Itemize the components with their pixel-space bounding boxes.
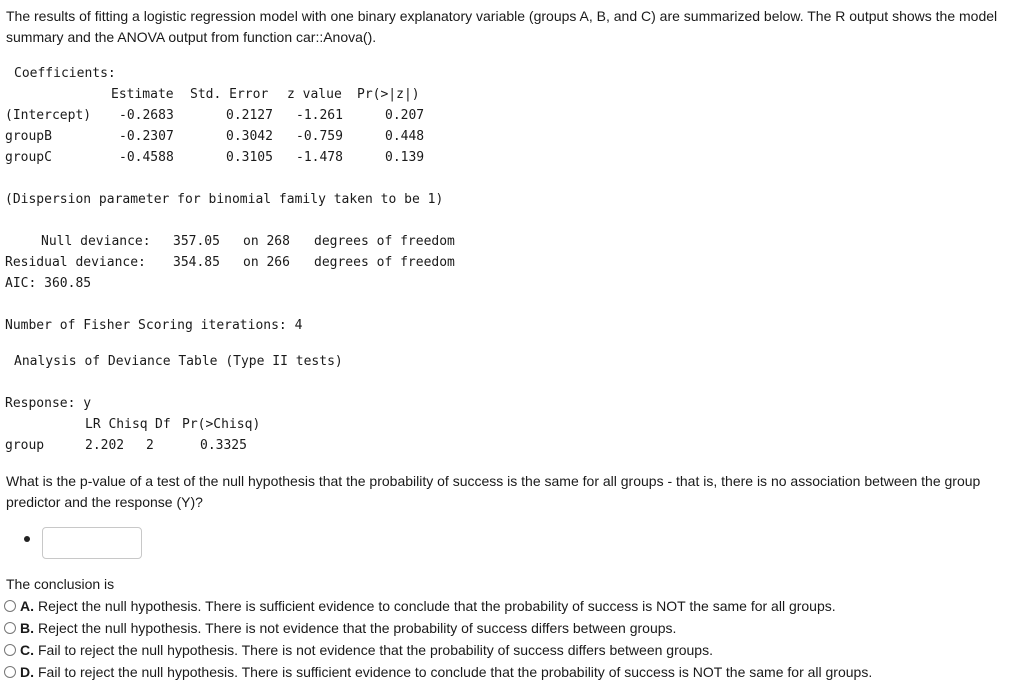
option-d[interactable]	[4, 662, 872, 682]
anova-term: group	[5, 438, 45, 453]
null-deviance-value: 357.05	[173, 234, 220, 249]
option-text: Reject the null hypothesis. There is not evidence that the probability of success differs between groups.	[38, 620, 677, 636]
coef-se: 0.3105	[226, 150, 273, 165]
option-b[interactable]	[4, 618, 676, 638]
coef-p: 0.207	[385, 108, 425, 123]
coef-header-z: z value	[287, 87, 342, 102]
coef-estimate: -0.2683	[119, 108, 174, 123]
coef-se: 0.2127	[226, 108, 273, 123]
option-letter: B.	[20, 620, 34, 636]
coef-header-estimate: Estimate	[111, 87, 174, 102]
option-text: Fail to reject the null hypothesis. There is not evidence that the probability of success differs between groups.	[38, 642, 713, 658]
radio-icon[interactable]	[4, 644, 16, 656]
coef-z: -1.478	[296, 150, 343, 165]
conclusion-label: The conclusion is	[6, 576, 115, 592]
dispersion-note: (Dispersion parameter for binomial family taken to be 1)	[5, 192, 444, 207]
anova-header-df: Df	[155, 417, 171, 432]
radio-icon[interactable]	[4, 622, 16, 634]
coef-estimate: -0.2307	[119, 129, 174, 144]
option-text: Fail to reject the null hypothesis. There is sufficient evidence to conclude that the probability of success is NOT the same for all groups.	[38, 664, 873, 680]
null-deviance-tail: degrees of freedom	[314, 234, 455, 249]
anova-df: 2	[146, 438, 154, 453]
question-text: What is the p-value of a test of the null hypothesis that the probability of success is the same for all groups - that is, there is no association between the group predictor and the response (Y)?	[6, 473, 981, 510]
option-text: Reject the null hypothesis. There is sufficient evidence to conclude that the probability of success is NOT the same for all groups.	[38, 598, 836, 614]
option-letter: C.	[20, 642, 34, 658]
coef-z: -0.759	[296, 129, 343, 144]
coef-header-se: Std. Error	[190, 87, 269, 102]
coef-estimate: -0.4588	[119, 150, 174, 165]
anova-p: 0.3325	[200, 438, 247, 453]
response-label: Response: y	[5, 396, 92, 411]
residual-deviance-value: 354.85	[173, 255, 220, 270]
residual-deviance-label: Residual deviance:	[5, 255, 146, 270]
anova-title: Analysis of Deviance Table (Type II tests)	[14, 354, 343, 369]
fisher-iterations: Number of Fisher Scoring iterations: 4	[5, 318, 303, 333]
anova-header-p: Pr(>Chisq)	[182, 417, 261, 432]
coef-z: -1.261	[296, 108, 343, 123]
coef-se: 0.3042	[226, 129, 273, 144]
coef-p: 0.448	[385, 129, 425, 144]
anova-chisq: 2.202	[85, 438, 125, 453]
null-deviance-df: on 268	[243, 234, 290, 249]
coef-p: 0.139	[385, 150, 425, 165]
option-c[interactable]	[4, 640, 713, 660]
residual-deviance-tail: degrees of freedom	[314, 255, 455, 270]
coef-term: groupC	[5, 150, 52, 165]
coef-term: groupB	[5, 129, 52, 144]
p-value-input[interactable]	[42, 527, 142, 559]
bullet-icon	[24, 536, 30, 542]
coef-term: (Intercept)	[5, 108, 92, 123]
option-a[interactable]	[4, 596, 836, 616]
problem-intro: The results of fitting a logistic regression model with one binary explanatory variable (groups A, B, and C) are summarized below. The R output shows the model summary and the ANOVA output from function car::Anova().	[6, 8, 998, 45]
aic: AIC: 360.85	[5, 276, 92, 291]
residual-deviance-df: on 266	[243, 255, 290, 270]
coefficients-title: Coefficients:	[14, 66, 116, 81]
anova-header-chisq: LR Chisq	[85, 417, 148, 432]
option-letter: D.	[20, 664, 34, 680]
coef-header-p: Pr(>|z|)	[357, 87, 420, 102]
null-deviance-label: Null deviance:	[41, 234, 151, 249]
radio-icon[interactable]	[4, 666, 16, 678]
radio-icon[interactable]	[4, 600, 16, 612]
option-letter: A.	[20, 598, 34, 614]
